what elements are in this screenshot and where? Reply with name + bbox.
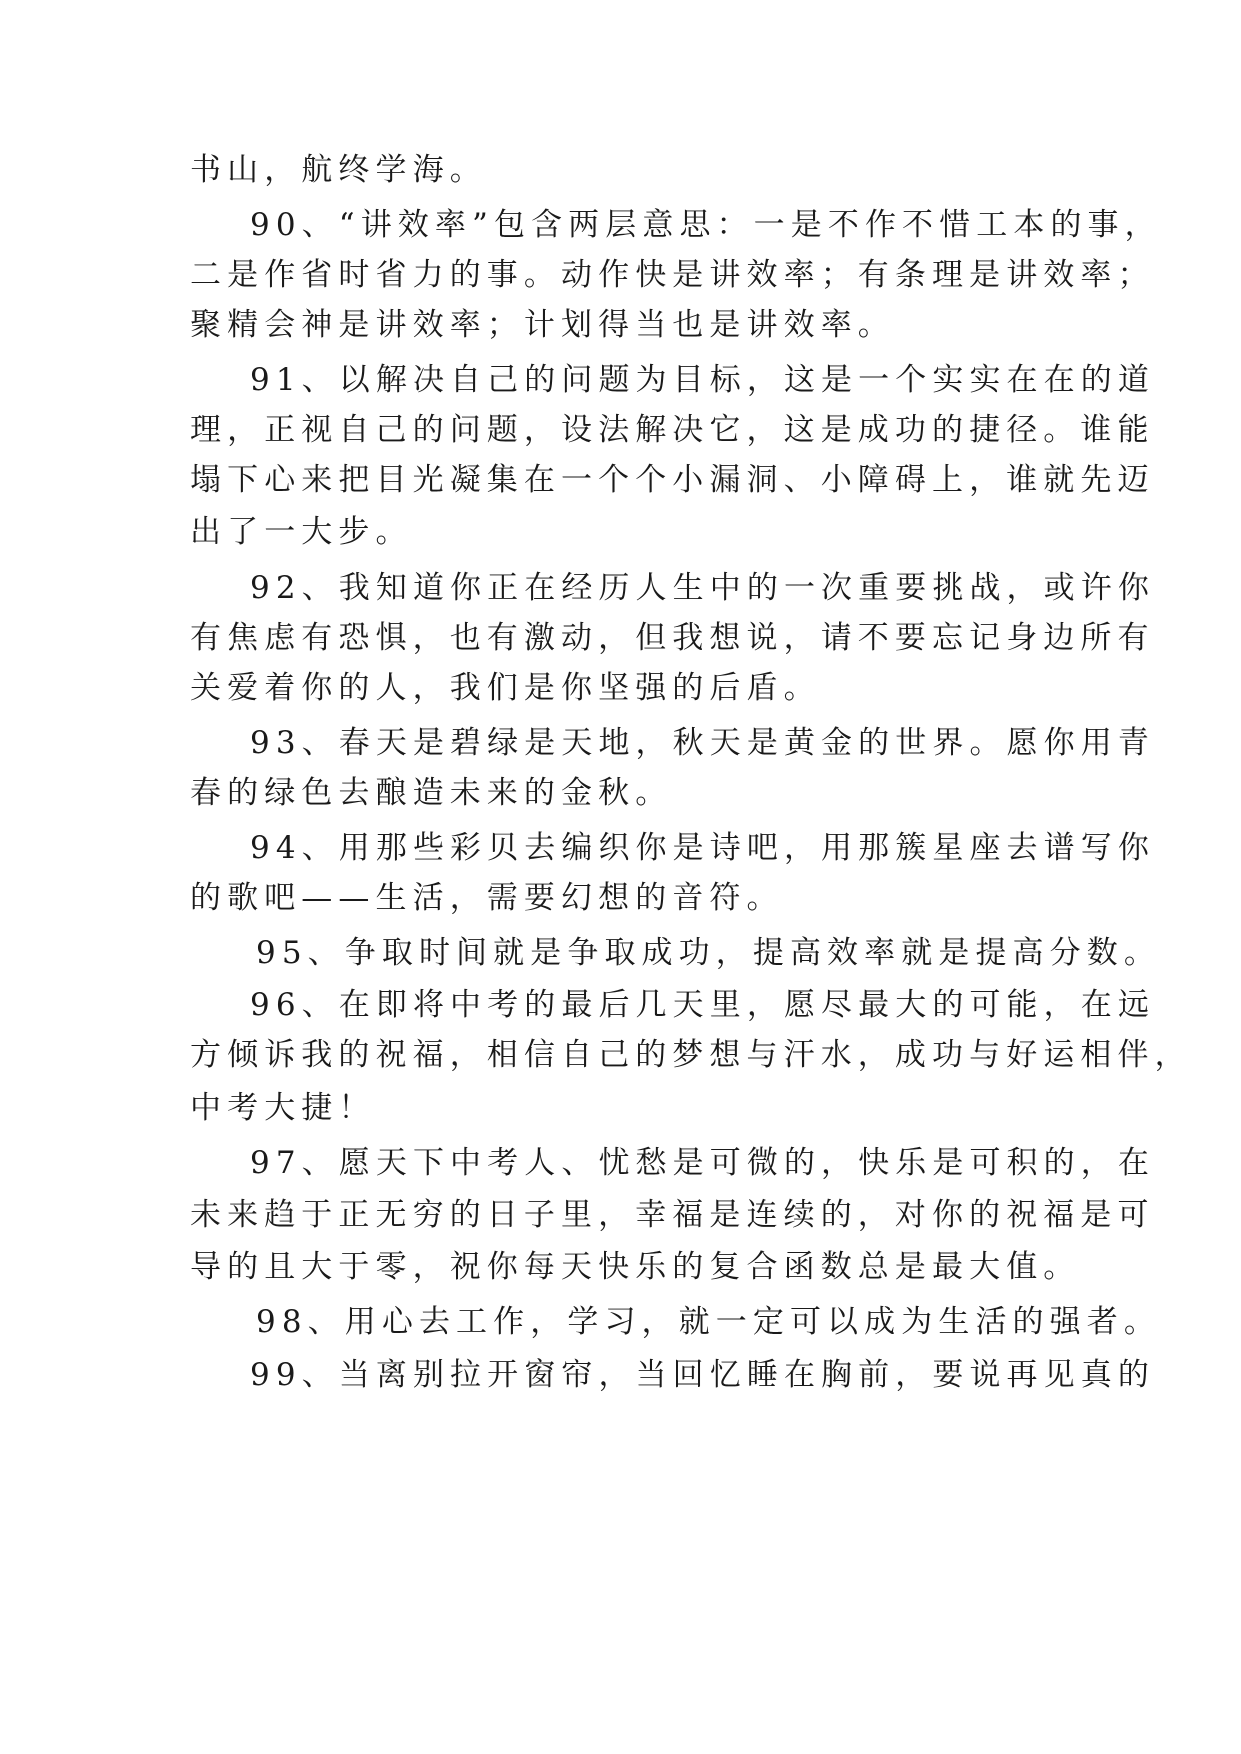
text-line: 书山，航终学海。	[190, 152, 487, 188]
paragraph-90-line-3: 聚精会神是讲效率；计划得当也是讲效率。	[190, 307, 895, 343]
paragraph-95-line-1: 95、争取时间就是争取成功，提高效率就是提高分数。	[256, 935, 1161, 971]
paragraph-94-line-1: 94、用那些彩贝去编织你是诗吧，用那簇星座去谱写你	[250, 830, 1155, 866]
paragraph-90-line-2: 二是作省时省力的事。动作快是讲效率；有条理是讲效率；	[190, 257, 1155, 293]
paragraph-97-line-3: 导的且大于零，祝你每天快乐的复合函数总是最大值。	[190, 1249, 1081, 1285]
paragraph-94-line-2: 的歌吧——生活，需要幻想的音符。	[190, 880, 784, 916]
paragraph-96-line-3: 中考大捷！	[190, 1090, 376, 1126]
paragraph-92-line-1: 92、我知道你正在经历人生中的一次重要挑战，或许你	[250, 570, 1155, 606]
paragraph-93-line-2: 春的绿色去酿造未来的金秋。	[190, 775, 673, 811]
paragraph-98-line-1: 98、用心去工作，学习，就一定可以成为生活的强者。	[256, 1304, 1161, 1340]
paragraph-91-line-2: 理，正视自己的问题，设法解决它，这是成功的捷径。谁能	[190, 412, 1155, 448]
paragraph-91-line-4: 出了一大步。	[190, 514, 413, 550]
paragraph-91-line-1: 91、以解决自己的问题为目标，这是一个实实在在的道	[250, 362, 1155, 398]
paragraph-90-line-1: 90、“讲效率”包含两层意思：一是不作不惜工本的事，	[250, 207, 1162, 243]
paragraph-99-line-1: 99、当离别拉开窗帘，当回忆睡在胸前，要说再见真的	[250, 1357, 1155, 1393]
paragraph-96-line-1: 96、在即将中考的最后几天里，愿尽最大的可能，在远	[250, 987, 1155, 1023]
paragraph-97-line-2: 未来趋于正无穷的日子里，幸福是连续的，对你的祝福是可	[190, 1197, 1155, 1233]
paragraph-92-line-3: 关爱着你的人，我们是你坚强的后盾。	[190, 670, 821, 706]
paragraph-93-line-1: 93、春天是碧绿是天地，秋天是黄金的世界。愿你用青	[250, 725, 1155, 761]
paragraph-91-line-3: 塌下心来把目光凝集在一个个小漏洞、小障碍上，谁就先迈	[190, 462, 1155, 498]
paragraph-92-line-2: 有焦虑有恐惧，也有激动，但我想说，请不要忘记身边所有	[190, 620, 1155, 656]
paragraph-96-line-2: 方倾诉我的祝福，相信自己的梦想与汗水，成功与好运相伴，	[190, 1037, 1192, 1073]
paragraph-97-line-1: 97、愿天下中考人、忧愁是可微的，快乐是可积的，在	[250, 1145, 1155, 1181]
